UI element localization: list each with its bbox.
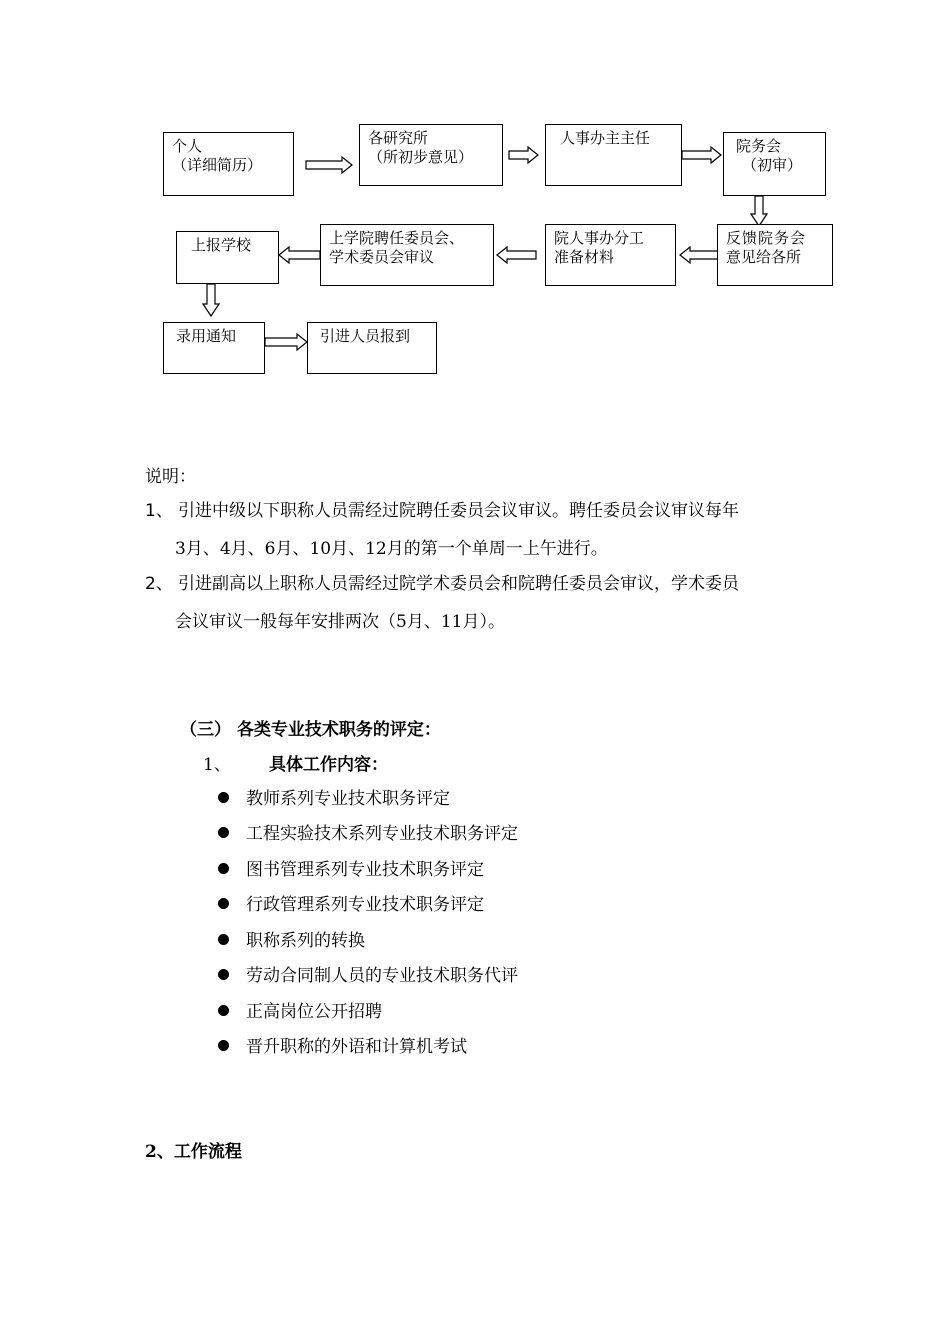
- notes-heading: 说明：: [145, 467, 196, 487]
- arrow-left: [279, 247, 320, 263]
- arrow-down: [203, 284, 219, 316]
- flow-box-council: 院务会 （初审）: [723, 132, 826, 196]
- bullet-icon: [218, 898, 229, 909]
- flow-box-notice: 录用通知: [163, 322, 265, 374]
- bullet-icon: [218, 792, 229, 803]
- note-item-2-number: 2、: [145, 574, 173, 594]
- workflow-heading: 2、工作流程: [145, 1142, 242, 1162]
- flow-box-hr-staff: 院人事办分工 准备材料: [545, 224, 676, 286]
- flowchart-arrows: [0, 0, 950, 400]
- list-item: 晋升职称的外语和计算机考试: [218, 1032, 467, 1057]
- list-item: 职称系列的转换: [218, 926, 365, 951]
- note-item-2-line1: 引进副高以上职称人员需经过院学术委员会和院聘任委员会审议，学术委员: [178, 574, 739, 594]
- note-item-1-line2: 3月、4月、6月、10月、12月的第一个单周一上午进行。: [175, 539, 608, 559]
- section-3-title: （三） 各类专业技术职务的评定：: [180, 720, 441, 740]
- list-item: 行政管理系列专业技术职务评定: [218, 890, 484, 915]
- list-item: 图书管理系列专业技术职务评定: [218, 855, 484, 880]
- section-3-sub-title: 具体工作内容：: [269, 755, 388, 775]
- arrow-right: [265, 334, 307, 350]
- arrow-right: [509, 147, 538, 163]
- list-item: 正高岗位公开招聘: [218, 997, 382, 1022]
- arrow-right: [306, 157, 352, 173]
- list-item: 教师系列专业技术职务评定: [218, 784, 450, 809]
- flow-box-feedback: 反馈院务会 意见给各所: [717, 224, 833, 286]
- list-item: 劳动合同制人员的专业技术职务代评: [218, 961, 518, 986]
- arrow-down: [751, 196, 767, 226]
- flow-box-committee: 上学院聘任委员会、 学术委员会审议: [320, 224, 494, 286]
- bullet-icon: [218, 934, 229, 945]
- flow-box-hr-director: 人事办主主任: [545, 124, 682, 186]
- flow-box-report: 上报学校: [176, 231, 279, 284]
- bullet-icon: [218, 1005, 229, 1016]
- arrow-left: [497, 247, 536, 263]
- flow-box-person: 个人 （详细简历）: [163, 132, 294, 196]
- bullet-icon: [218, 863, 229, 874]
- note-item-1-number: 1、: [145, 501, 173, 521]
- bullet-icon: [218, 1040, 229, 1051]
- note-item-2-line2: 会议审议一般每年安排两次（5月、11月）。: [175, 612, 505, 632]
- list-item: 工程实验技术系列专业技术职务评定: [218, 819, 518, 844]
- flow-box-arrival: 引进人员报到: [307, 322, 437, 374]
- arrow-right: [682, 147, 721, 163]
- bullet-icon: [218, 827, 229, 838]
- note-item-1-line1: 引进中级以下职称人员需经过院聘任委员会议审议。聘任委员会议审议每年: [178, 501, 739, 521]
- bullet-icon: [218, 969, 229, 980]
- section-3-sub-number: 1、: [203, 755, 231, 775]
- flow-box-institute: 各研究所 （所初步意见）: [359, 124, 503, 186]
